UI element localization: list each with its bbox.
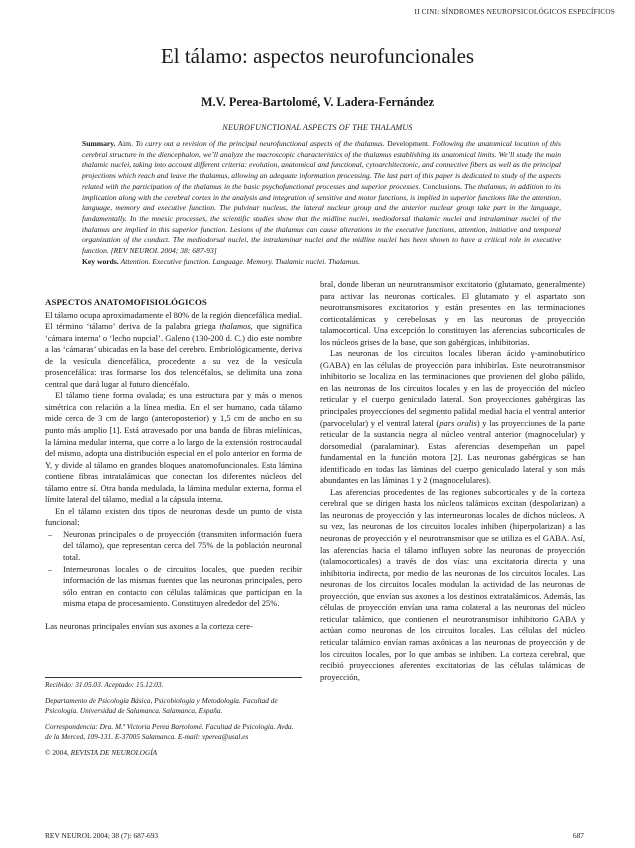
- paragraph: Las neuronas principales envían sus axones a la corteza cere-: [45, 620, 253, 631]
- italic-term: thalamos: [219, 321, 251, 332]
- paragraph-text: El tálamo ocupa aproximadamente el 80% de la región diencefálica medial. El término ‘tálamo’ deriva de la palabra griega: [45, 309, 303, 332]
- page-title: El tálamo: aspectos neurofuncionales: [160, 44, 475, 68]
- running-header: II CINI: SÍNDROMES NEUROPSICOLÓGICOS ESPECÍFICOS: [414, 8, 615, 16]
- paragraph: bral, donde liberan un neurotransmisor excitatorio (glutamato, generalmente) para activar las neuronas corticales. El glutamato y el aspartato son neurotransmisores excitatorios y están presentes en las terminaciones corticotalámicas y cerebelosas y en las neuronas de proyección talamocortical. Una excepción lo constituyen las aferencias subcorticales de los núcleos grises de la base, que son gabérgicas, inhibitorias.: [320, 279, 585, 347]
- page-number: 687: [572, 831, 584, 840]
- paragraph: El tálamo tiene forma ovalada; es una estructura par y más o menos simétrica con relación a la línea media. En el ser humano, cada tálamo mide cerca de 3 cm de largo (anteroposterior) y 1,5 cm de ancho en su punto más amplio [1]. Está atravesado por una banda de fibras mielínicas, la lámina medular interna, que corre a lo largo de la extensión rostrocaudal del mismo, adopta una distribución especial en el polo anterior en forma de Y, y divide al tálamo en grandes bloques anatomofuncionales. Esta lámina contiene fibras intratalámicas que conectan los diferentes núcleos del tálamo entre sí. Otra banda medulada, la lámina medular externa, forma el límite lateral del tálamo, medial a la cápsula interna.: [45, 390, 302, 505]
- article-meta: [45, 680, 302, 764]
- section-heading: ASPECTOS ANATOMOFISIOLÓGICOS: [45, 297, 207, 307]
- list-item-text: Interneuronas locales o de circuitos locales, que pueden recibir información de las mismas fuentes que las neuronas principales, pero sólo entran en contacto con células talámicas que participan en la misma etapa de procesamiento. Constituyen alrededor del 25%.: [63, 563, 302, 609]
- right-column: [320, 279, 585, 683]
- received-date: Recibido: 31.05.03. Aceptado: 15.12.03.: [45, 680, 164, 689]
- authors: M.V. Perea-Bartolomé, V. Ladera-Fernández: [201, 95, 434, 109]
- paragraph-text: Las neuronas de los circuitos locales liberan ácido γ-aminobutírico (GABA) en las células de proyección para inhibirlas. Este neurotransmisor inhibitorio se localiza en las terminaciones que provienen del globo pálido, en las neuronas de los circuitos locales y en las de proyección del núcleo reticular y el cuerpo geniculado lateral. Son proyecciones gabérgicas las principales proyecciones del segmento palidal medial hacia el ventral anterior (parvocelular) y el ventral lateral (: [320, 348, 585, 428]
- footer-citation: REV NEUROL 2004; 38 (7): 687-693: [45, 831, 159, 840]
- left-column: [45, 297, 302, 632]
- aim-label: Aim.: [117, 139, 133, 148]
- copyright-prefix: © 2004,: [45, 748, 69, 757]
- development-label: Development.: [387, 139, 430, 148]
- journal-name: REVISTA DE NEUROLOGÍA: [70, 748, 158, 757]
- keywords-label: Key words.: [82, 256, 119, 266]
- paragraph: En el tálamo existen dos tipos de neuronas desde un punto de vista funcional:: [45, 505, 302, 528]
- paragraph: Las aferencias procedentes de las regiones subcorticales y de la corteza cerebral que se dirigen hasta los núcleos talámicos excitan (despolarizan) a las neuronas de proyección y las interneuronas locales de dichos núcleos. A su vez, las neuronas de los circuitos locales inhiben (hiperpolarizan) a las neuronas de proyección y el neurotransmisor que se utiliza es el GABA. Así, las aferencias hacia el tálamo influyen sobre las neuronas de proyección (talamocorticales) a través de dos vías: una excitatoria directa y una inhibitoria indirecta, por medio de las neuronas de los circuitos locales. Las neuronas de los circuitos locales modulan la actividad de las neuronas de proyección, que envían sus axones a los destinos extratalámicos. Además, las células de proyección envían una rama colateral a las neuronas del núcleo reticular talámico, que contienen el neurotransmisor inhibitorio GABA y actúan como neuronas de los circuitos locales. Las células del núcleo reticular talámico envían ramas axónicas a las neuronas de proyección y de los circuitos locales, por lo que ambas se inhiben. La corteza cerebral, que recibió proyecciones aferentes excitatorias de las células talámicas de proyección,: [320, 486, 585, 682]
- conclusions-label: Conclusions.: [422, 181, 463, 191]
- aim-text: To carry out a revision of the principal neurofunctional aspects of the thalamus.: [135, 139, 385, 148]
- list-item-text: Neuronas principales o de proyección (transmiten información fuera del tálamo), que representan cerca del 75% de la población neuronal total.: [63, 528, 302, 563]
- divider: [45, 677, 302, 678]
- neuron-type-list: [45, 529, 302, 610]
- paragraph-text: , que significa ‘cámara interna’ o ‘lecho nupcial’. Galeno (130-200 d. C.) dio este nombre a las ‘cámaras’ ubicadas en la base del cerebro. Embriológicamente, deriva de la vesícula diencefálica, procedente a su vez de la vesícula prosencefálica: tras formarse los dos telencéfalos, se delimita una zona central que dará lugar al futuro diencéfalo.: [45, 321, 303, 389]
- paragraph: [320, 348, 585, 487]
- paragraph-text: ) y las proyecciones de la parte reticular de la sustancia negra al núcleo ventral anterior (magnocelular) y dorsomedial (paralaminar). Estas aferencias desempeñan un papel fundamental en la función motora [2]. Las neuronas gabérgicas se han identificado en todas las láminas del cuerpo geniculado lateral y son más abundantes en las láminas 1 y 2 (magnocelulares).: [320, 417, 586, 486]
- keywords-text: Attention. Executive function. Language. Memory. Thalamic nuclei. Thalamus.: [120, 256, 360, 266]
- development-text: Following the anatomical location of this cerebral structure in the diencephalon, we’ll analyze the macroscopic characteristics of the thalamus establishing its anatomical limits. We’ll study the main thalamic nuclei, taking into account different criteria: evolution, anatomical and functional, cytoarchitectonic, and connective fibers as well as the principal projections which reach and leave the thalamus, allowing an adequate information processing. The last part of this paper is dedicated to study of the aspects related with the participation of the thalamus in the basic psychofunctional processes and superior processes.: [82, 139, 561, 191]
- abstract: [82, 139, 561, 267]
- summary-label: Summary.: [82, 139, 116, 148]
- paragraph: [45, 310, 302, 391]
- department: Departamento de Psicología Básica, Psicobiología y Metodología. Facultad de Psicología. Universidad de Salamanca. Salamanca, España.: [45, 696, 278, 715]
- conclusions-text: The thalamus, in addition to its implication along with the cerebral cortex in the analysis and integration of sensitive and motor functions, is implied in superior functions like the attention, language, memory and executive function. The pulvinar nucleus, the lateral nuclear group and the anterior nuclear group take part in the language, fundamentally. In the mnesic processes, the scientific studies show that the midline nuclei, mediodorsal thalamic nuclei and intralaminar nuclei of the thalamus are implied in this superior function. Lesions of the thalamus can cause alterations in the executive functions, attention, initiative and temporal organization of the conduct. The mediodorsal nuclei, the intralaminar nuclei and the midline nuclei has been shown to have a critical role in executive function. [REV NEUROL 2004; 38: 687-93]: [82, 181, 561, 256]
- english-title: NEUROFUNCTIONAL ASPECTS OF THE THALAMUS: [222, 123, 413, 132]
- copyright: [45, 748, 302, 758]
- list-item: – Neuronas principales o de proyección (transmiten información fuera del tálamo), que representan cerca del 75% de la población neuronal total.: [48, 528, 302, 563]
- list-item: – Interneuronas locales o de circuitos locales, que pueden recibir información de las mismas fuentes que las neuronas principales, pero sólo entran en contacto con células talámicas que participan en la misma etapa de procesamiento. Constituyen alrededor del 25%.: [48, 563, 302, 609]
- correspondence: Correspondencia: Dra. M.ª Victoria Perea Bartolomé. Facultad de Psicología. Avda. de la Merced, 109-131. E-37005 Salamanca. E-mail: vperea@usal.es: [45, 722, 294, 741]
- italic-term: pars oralis: [439, 417, 477, 428]
